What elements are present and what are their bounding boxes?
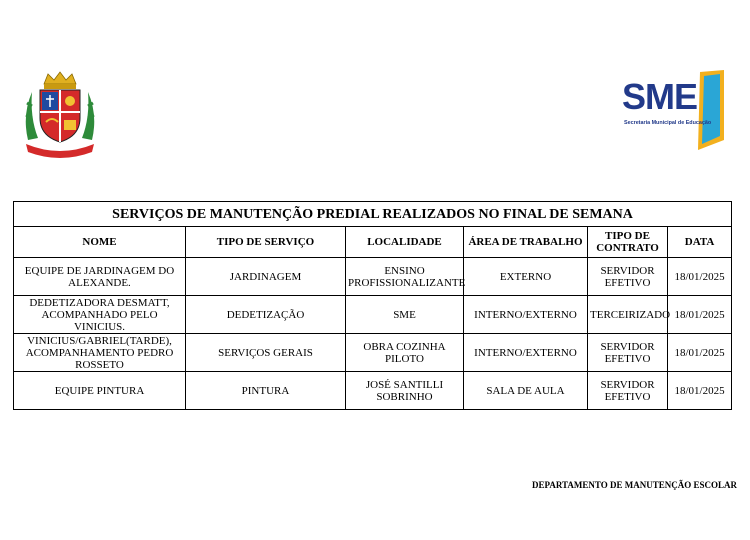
municipal-crest-logo xyxy=(20,70,100,158)
cell-localidade: ENSINO PROFISSIONALIZANTE xyxy=(346,258,464,296)
cell-data: 18/01/2025 xyxy=(668,296,732,334)
cell-tipo-servico: JARDINAGEM xyxy=(186,258,346,296)
maintenance-services-table xyxy=(13,201,732,410)
cell-area: EXTERNO xyxy=(464,258,588,296)
cell-data: 18/01/2025 xyxy=(668,372,732,410)
table-title: SERVIÇOS DE MANUTENÇÃO PREDIAL REALIZADOS NO FINAL DE SEMANA xyxy=(14,202,732,227)
department-footer: DEPARTAMENTO DE MANUTENÇÃO ESCOLAR xyxy=(532,480,737,490)
cell-tipo-contrato: TERCEIRIZADO xyxy=(588,296,668,334)
header-tipo-contrato: TIPO DE CONTRATO xyxy=(588,227,668,258)
table-row xyxy=(14,372,732,410)
cell-tipo-contrato: SERVIDOR EFETIVO xyxy=(588,372,668,410)
cell-tipo-servico: PINTURA xyxy=(186,372,346,410)
header-localidade: LOCALIDADE xyxy=(346,227,464,258)
cell-tipo-contrato: SERVIDOR EFETIVO xyxy=(588,334,668,372)
cell-data: 18/01/2025 xyxy=(668,258,732,296)
cell-area: SALA DE AULA xyxy=(464,372,588,410)
cell-tipo-servico: DEDETIZAÇÃO xyxy=(186,296,346,334)
cell-tipo-servico: SERVIÇOS GERAIS xyxy=(186,334,346,372)
table-row xyxy=(14,296,732,334)
cell-localidade: SME xyxy=(346,296,464,334)
header-data: DATA xyxy=(668,227,732,258)
table-row xyxy=(14,334,732,372)
sme-logo-text: SME xyxy=(622,76,698,117)
cell-nome: EQUIPE DE JARDINAGEM DO ALEXANDE. xyxy=(14,258,186,296)
cell-nome: VINICIUS/GABRIEL(TARDE), ACOMPANHAMENTO PEDRO ROSSETO xyxy=(14,334,186,372)
sme-logo-subtitle: Secretaria Municipal de Educação xyxy=(624,120,712,126)
cell-area: INTERNO/EXTERNO xyxy=(464,296,588,334)
cell-nome: DEDETIZADORA DESMATT, ACOMPANHADO PELO VINICIUS. xyxy=(14,296,186,334)
sme-logo xyxy=(620,70,732,154)
table-header-row xyxy=(14,227,732,258)
cell-localidade: OBRA COZINHA PILOTO xyxy=(346,334,464,372)
cell-data: 18/01/2025 xyxy=(668,334,732,372)
header-tipo-servico: TIPO DE SERVIÇO xyxy=(186,227,346,258)
header-area-trabalho: ÁREA DE TRABALHO xyxy=(464,227,588,258)
table-row xyxy=(14,258,732,296)
cell-area: INTERNO/EXTERNO xyxy=(464,334,588,372)
cell-nome: EQUIPE PINTURA xyxy=(14,372,186,410)
cell-tipo-contrato: SERVIDOR EFETIVO xyxy=(588,258,668,296)
header-nome: NOME xyxy=(14,227,186,258)
cell-localidade: JOSÉ SANTILLI SOBRINHO xyxy=(346,372,464,410)
